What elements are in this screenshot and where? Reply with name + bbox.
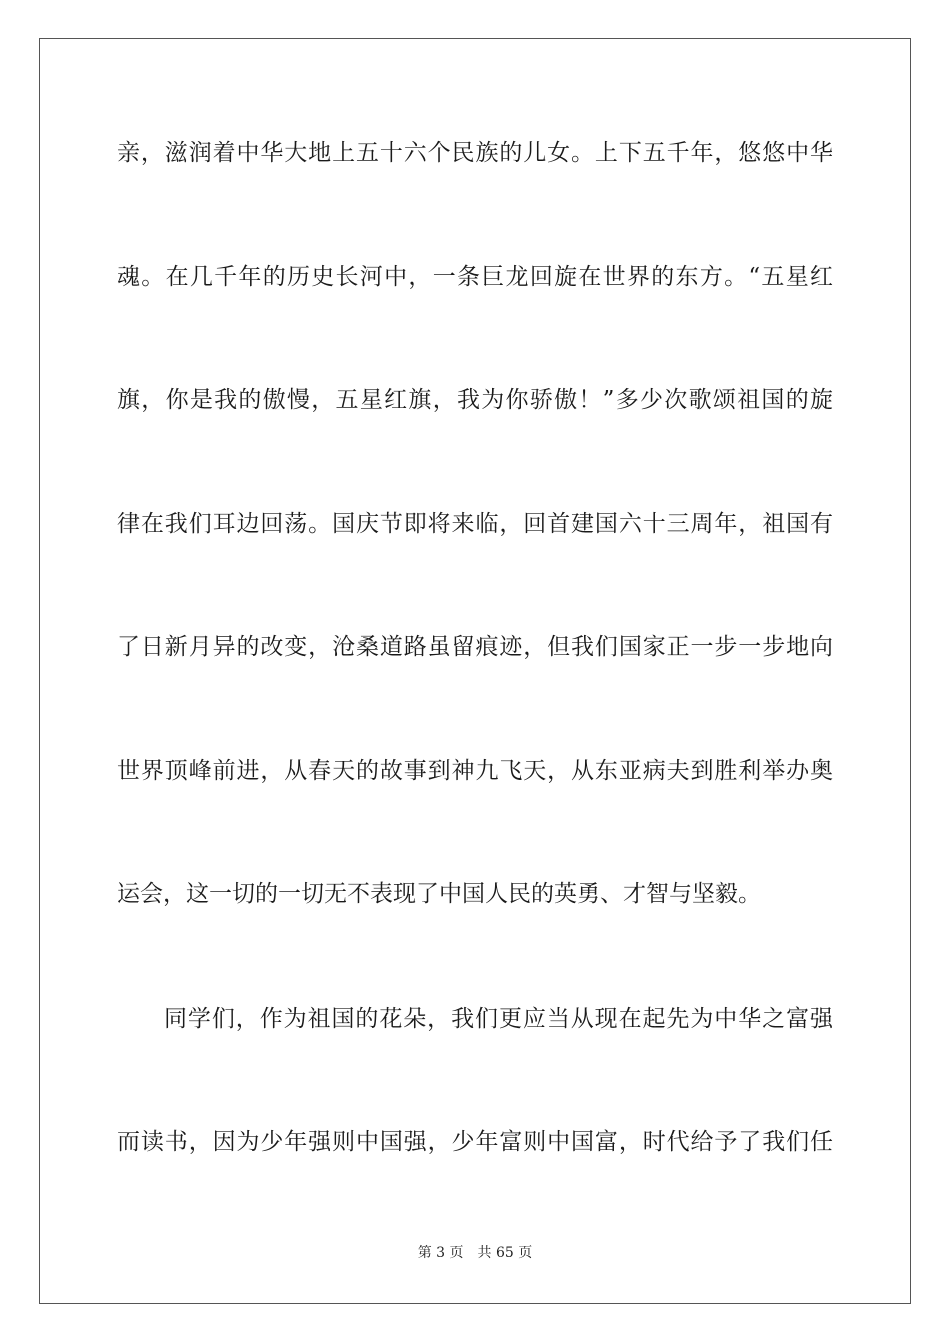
page-footer: [0, 1244, 950, 1262]
text-line-4: 律在我们耳边回荡。国庆节即将来临，回首建国六十三周年，祖国有: [117, 511, 833, 537]
text-line-8: 同学们，作为祖国的花朵，我们更应当从现在起先为中华之富强: [164, 1006, 833, 1032]
text-line-6: 世界顶峰前进，从春天的故事到神九飞天，从东亚病夫到胜利举办奥: [117, 758, 833, 784]
page-frame: [39, 38, 911, 1304]
total-pages: 共 65 页: [477, 1245, 533, 1261]
text-line-1: 亲，滋润着中华大地上五十六个民族的儿女。上下五千年，悠悠中华: [117, 140, 833, 166]
text-line-3: 旗，你是我的傲慢，五星红旗，我为你骄傲！”多少次歌颂祖国的旋: [117, 387, 833, 413]
text-line-5: 了日新月异的改变，沧桑道路虽留痕迹，但我们国家正一步一步地向: [117, 634, 833, 660]
page-number: 第 3 页: [417, 1245, 464, 1261]
text-line-7: 运会，这一切的一切无不表现了中国人民的英勇、才智与坚毅。: [117, 881, 761, 907]
text-line-9: 而读书，因为少年强则中国强，少年富则中国富，时代给予了我们任: [117, 1129, 833, 1155]
text-line-2: 魂。在几千年的历史长河中，一条巨龙回旋在世界的东方。“五星红: [117, 264, 833, 290]
